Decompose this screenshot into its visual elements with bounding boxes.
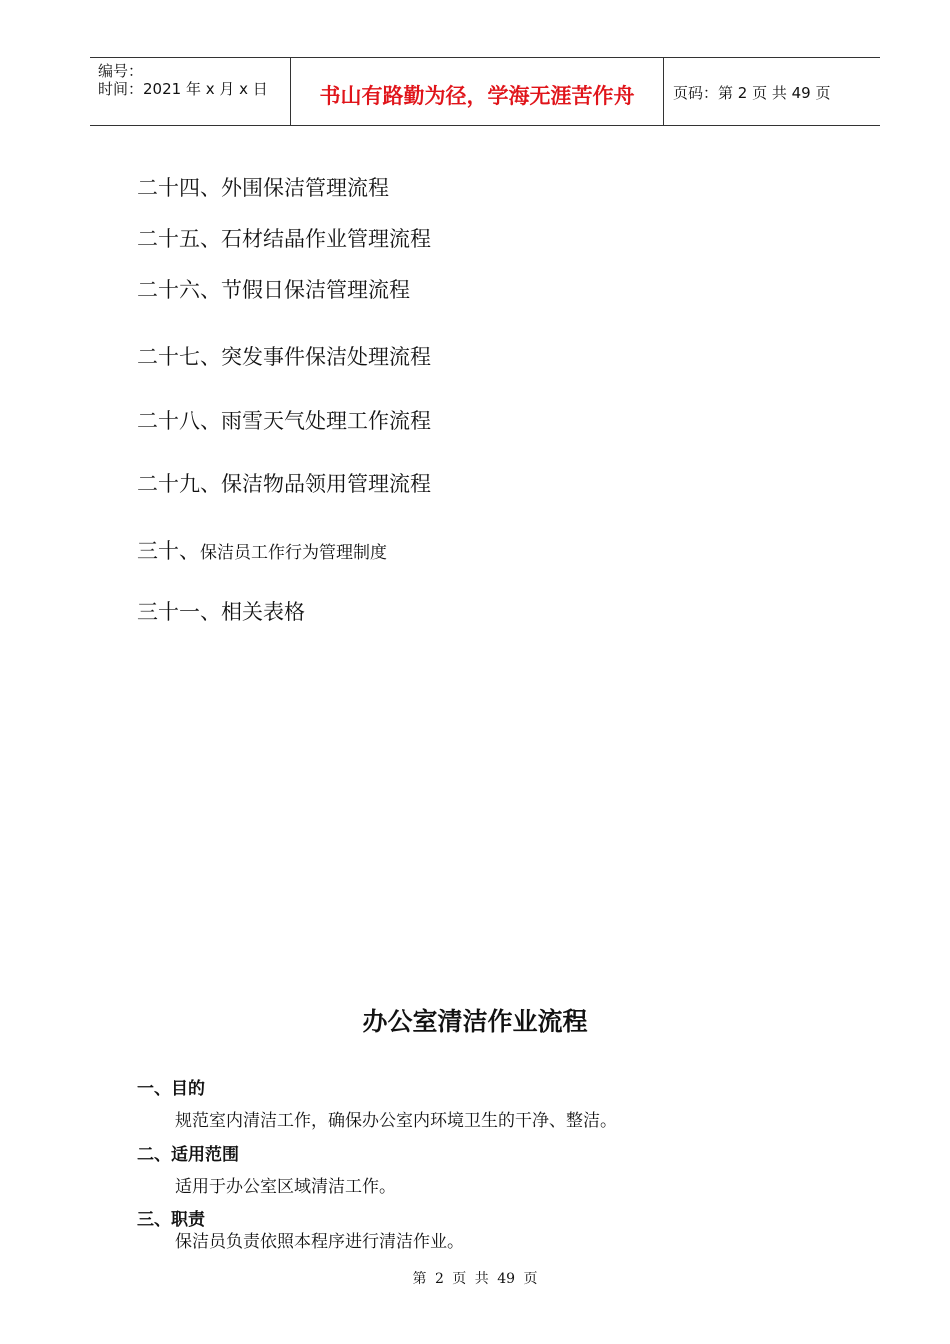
- section-body: 规范室内清洁工作，确保办公室内环境卫生的干净、整洁。: [175, 1111, 617, 1131]
- page-label: 页码：第 2 页 共 49 页: [673, 84, 831, 102]
- header-divider-left: [290, 57, 291, 125]
- section-heading: 三、职责: [137, 1210, 205, 1230]
- toc-item: 二十七、突发事件保洁处理流程: [137, 345, 431, 369]
- serial-label: 编号：: [98, 62, 144, 80]
- toc-item: 二十六、节假日保洁管理流程: [137, 278, 410, 302]
- toc-item: [137, 535, 387, 565]
- document-title: 办公室清洁作业流程: [362, 1007, 588, 1036]
- section-body: 适用于办公室区域清洁工作。: [175, 1177, 396, 1197]
- header-divider-right: [663, 57, 664, 125]
- section-heading: 一、目的: [137, 1079, 205, 1099]
- toc-item: 二十五、石材结晶作业管理流程: [137, 227, 431, 251]
- toc-item: 二十九、保洁物品领用管理流程: [137, 472, 431, 496]
- header-slogan: 书山有路勤为径，学海无涯苦作舟: [319, 83, 635, 108]
- section-body: 保洁员负责依照本程序进行清洁作业。: [175, 1232, 464, 1252]
- toc-item: 二十八、雨雪天气处理工作流程: [137, 409, 431, 433]
- section-heading: 二、适用范围: [137, 1145, 239, 1165]
- header-bottom-border: [90, 125, 880, 126]
- toc-item: 三十一、相关表格: [137, 600, 305, 624]
- toc-item-number: 三十、: [137, 539, 200, 563]
- time-label: 时间：2021 年 x 月 x 日: [98, 80, 268, 98]
- page-footer: 第 2 页 共 49 页: [412, 1271, 538, 1287]
- toc-item: 二十四、外围保洁管理流程: [137, 176, 389, 200]
- header-top-border: [90, 57, 880, 58]
- toc-item-text: 保洁员工作行为管理制度: [200, 543, 387, 563]
